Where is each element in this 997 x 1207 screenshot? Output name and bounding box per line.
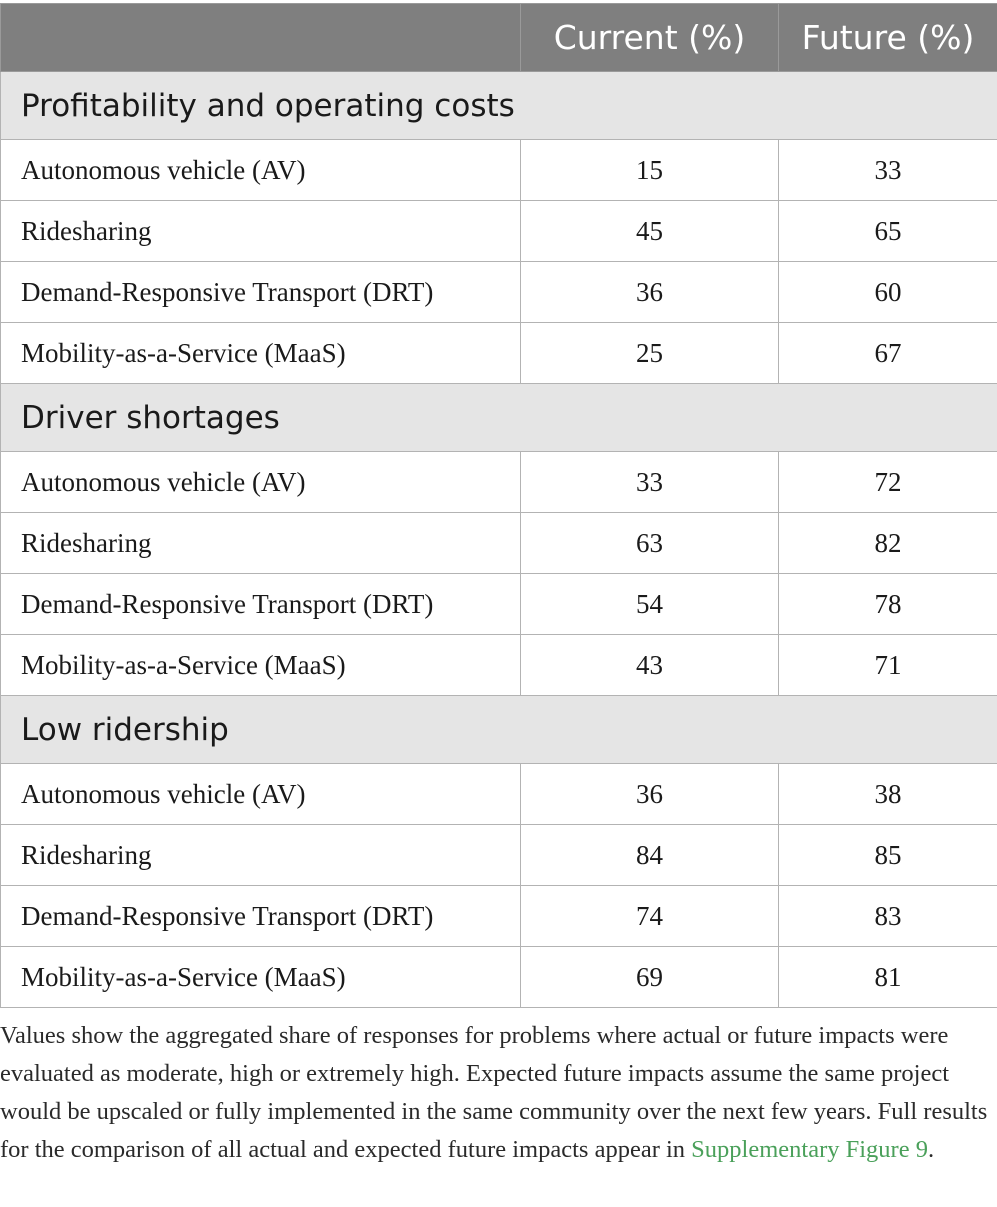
footnote-text: Values show the aggregated share of responses for problems where actual or future impacts were evaluated as moderate, high or extremely high. Expected future impacts assume the same project would be upscaled or fully implemented in the same community over the next few years. Full results for the comparison of all actual and expected future impacts appear in	[0, 1022, 988, 1163]
section-title: Profitability and operating costs	[1, 72, 997, 140]
current-value: 36	[521, 764, 779, 825]
current-value: 15	[521, 140, 779, 201]
future-value: 65	[779, 201, 997, 262]
header-future: Future (%)	[779, 4, 997, 72]
row-label: Autonomous vehicle (AV)	[1, 140, 521, 201]
table-row	[1, 886, 997, 947]
table-row	[1, 452, 997, 513]
future-value: 33	[779, 140, 997, 201]
row-label: Demand-Responsive Transport (DRT)	[1, 262, 521, 323]
table-row	[1, 513, 997, 574]
current-value: 69	[521, 947, 779, 1008]
table-row	[1, 635, 997, 696]
table-row	[1, 947, 997, 1008]
table-row	[1, 764, 997, 825]
row-label: Ridesharing	[1, 513, 521, 574]
current-value: 74	[521, 886, 779, 947]
row-label: Mobility-as-a-Service (MaaS)	[1, 323, 521, 384]
current-value: 84	[521, 825, 779, 886]
future-value: 67	[779, 323, 997, 384]
current-value: 45	[521, 201, 779, 262]
future-value: 83	[779, 886, 997, 947]
future-value: 72	[779, 452, 997, 513]
table-row	[1, 825, 997, 886]
table-row	[1, 323, 997, 384]
row-label: Demand-Responsive Transport (DRT)	[1, 574, 521, 635]
section-row-driver-shortages	[1, 384, 997, 452]
table-header-row	[1, 4, 997, 72]
header-blank-cell	[1, 4, 521, 72]
results-table-container	[0, 3, 997, 1008]
row-label: Mobility-as-a-Service (MaaS)	[1, 635, 521, 696]
table-row	[1, 262, 997, 323]
row-label: Autonomous vehicle (AV)	[1, 452, 521, 513]
row-label: Ridesharing	[1, 825, 521, 886]
current-value: 63	[521, 513, 779, 574]
future-value: 38	[779, 764, 997, 825]
future-value: 82	[779, 513, 997, 574]
table-row	[1, 140, 997, 201]
row-label: Ridesharing	[1, 201, 521, 262]
future-value: 85	[779, 825, 997, 886]
row-label: Mobility-as-a-Service (MaaS)	[1, 947, 521, 1008]
table-row	[1, 574, 997, 635]
future-value: 81	[779, 947, 997, 1008]
section-row-low-ridership	[1, 696, 997, 764]
current-value: 33	[521, 452, 779, 513]
footnote-end: .	[927, 1136, 935, 1163]
future-value: 78	[779, 574, 997, 635]
future-value: 60	[779, 262, 997, 323]
future-value: 71	[779, 635, 997, 696]
section-title: Driver shortages	[1, 384, 997, 452]
table-row	[1, 201, 997, 262]
results-table	[0, 3, 997, 1008]
row-label: Autonomous vehicle (AV)	[1, 764, 521, 825]
section-title: Low ridership	[1, 696, 997, 764]
current-value: 25	[521, 323, 779, 384]
section-row-profitability	[1, 72, 997, 140]
current-value: 43	[521, 635, 779, 696]
supplementary-figure-link[interactable]: Supplementary Figure 9	[691, 1136, 928, 1163]
current-value: 36	[521, 262, 779, 323]
row-label: Demand-Responsive Transport (DRT)	[1, 886, 521, 947]
header-current: Current (%)	[521, 4, 779, 72]
current-value: 54	[521, 574, 779, 635]
table-footnote	[0, 1017, 997, 1169]
